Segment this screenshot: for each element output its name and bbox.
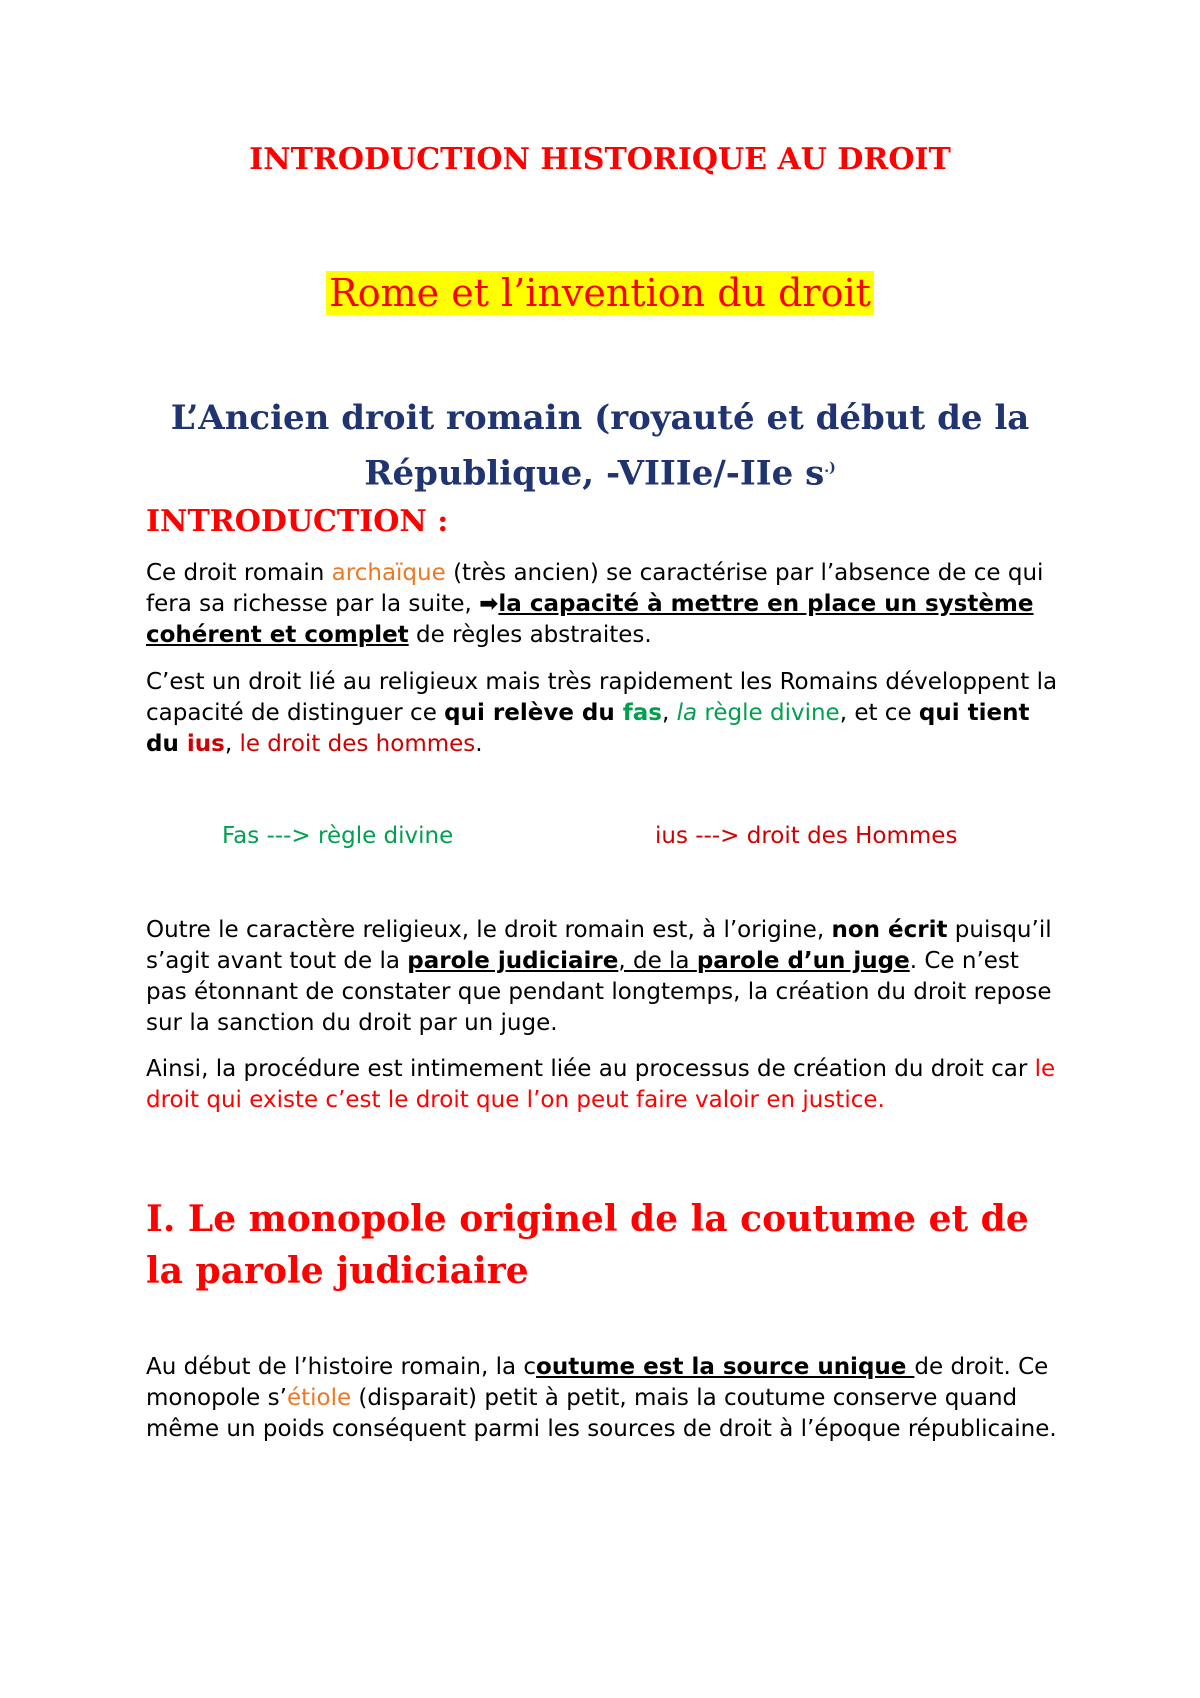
text-run-archaique: archaïque (331, 560, 446, 586)
text-run: . (475, 731, 483, 757)
text-run: (très ancien) se caractérise par l’absence de ce qui fera sa richesse par la suite, (146, 560, 1044, 617)
text-run: de règles abstraites. (408, 622, 652, 648)
subtitle: Rome et l’invention du droit (326, 271, 874, 315)
text-run-bold: qui tient du (146, 700, 1030, 757)
text-run-ius: ius (186, 731, 225, 757)
section-heading-text: L’Ancien droit romain (royauté et début de la République, -VIIIe/-IIe s (170, 398, 1030, 494)
text-run: . Ce n’est pas étonnant de constater que pendant longtemps, la création du droit repose sur la sanction du droit par un juge. (146, 948, 1052, 1036)
text-run-parole-judiciaire: parole judiciaire (407, 948, 619, 974)
paragraph-procedure (146, 1054, 1066, 1116)
section-1-heading: I. Le monopole originel de la coutume et de la parole judiciaire (146, 1198, 1029, 1292)
main-title: INTRODUCTION HISTORIQUE AU DROIT (249, 142, 951, 177)
text-run-droit-des-hommes: le droit des hommes (239, 731, 476, 757)
text-run: , (662, 700, 677, 726)
text-run: de droit. Ce monopole s’ (146, 1354, 1049, 1411)
text-run-bold: qui relève du (444, 700, 623, 726)
paragraph-non-ecrit (146, 915, 1066, 1039)
subtitle-block (0, 268, 1200, 318)
ius-definition: ius ---> droit des Hommes (655, 823, 958, 849)
text-run-fas: fas (622, 700, 662, 726)
text-run-parole-juge: parole d’un juge (696, 948, 910, 974)
text-run: (disparait) petit à petit, mais la coutume conserve quand même un poids conséquent parmi les sources de droit à l’époque républicaine. (146, 1385, 1057, 1442)
text-run-regle-divine: règle divine (697, 700, 840, 726)
text-run: Ainsi, la procédure est intimement liée au processus de création du droit car (146, 1056, 1035, 1082)
fas-definition: Fas ---> règle divine (222, 823, 454, 849)
paragraph-archaic-law (146, 558, 1066, 651)
text-run: C’est un droit lié au religieux mais très rapidement les Romains développent la capacité de distinguer ce (146, 669, 1058, 726)
text-run-emphasis: la capacité à mettre en place un système cohérent et complet (146, 591, 1034, 648)
text-run-etiole: étiole (286, 1385, 352, 1411)
text-run-non-ecrit: non écrit (831, 917, 948, 943)
paragraph-coutume (146, 1352, 1066, 1445)
text-run-justice: le droit qui existe c’est le droit que l’on peut faire valoir en justice. (146, 1056, 1056, 1113)
text-run: , de la (618, 948, 697, 974)
text-run-coutume: outume est la source unique (536, 1354, 915, 1380)
text-run: , (224, 731, 240, 757)
section-heading (120, 393, 1080, 498)
text-run: , et ce (839, 700, 919, 726)
text-run: Ce droit romain (146, 560, 332, 586)
paragraph-fas-ius (146, 667, 1066, 760)
section-heading-sup: .) (824, 460, 836, 476)
text-run-la: la (676, 700, 698, 726)
text-run: Outre le caractère religieux, le droit romain est, à l’origine, (146, 917, 832, 943)
arrow-right-icon: ➡ (479, 591, 499, 617)
text-run: Au début de l’histoire romain, la c (146, 1354, 537, 1380)
text-run: puisqu’il s’agit avant tout de la (146, 917, 1052, 974)
introduction-label: INTRODUCTION : (146, 504, 449, 539)
